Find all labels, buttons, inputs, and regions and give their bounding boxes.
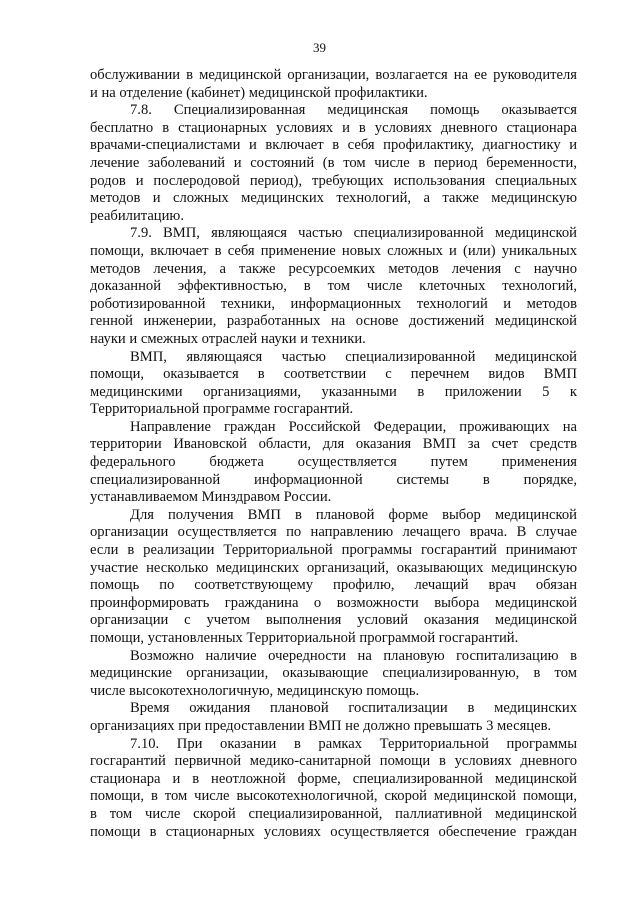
text-line: Направление граждан Российской Федерации, проживающих на	[130, 418, 577, 435]
text-line: стационара и в неотложной форме, специализированной медицинской	[90, 770, 577, 787]
text-line: лечение заболеваний и состояний (в том числе в период беременности,	[90, 154, 577, 171]
paragraph-continuation	[90, 67, 577, 102]
text-line: науки и смежных отраслей науки и техники.	[90, 330, 366, 347]
text-line: Для получения ВМП в плановой форме выбор медицинской	[130, 506, 577, 523]
paragraph-queue	[90, 648, 577, 701]
text-line: бесплатно в стационарных условиях и в условиях дневного стационара	[90, 119, 577, 136]
text-line: помощи в стационарных условиях осуществляется обеспечение граждан	[90, 823, 577, 840]
text-line: обслуживании в медицинской организации, возлагается на ее руководителя	[90, 67, 577, 83]
paragraph-referral	[90, 419, 577, 507]
page-number: 39	[313, 40, 326, 55]
text-line: специализированной информационной системы в порядке,	[90, 471, 577, 488]
paragraph-choice	[90, 507, 577, 648]
text-line: помощи, установленных Территориальной программой госгарантий.	[90, 630, 519, 646]
text-line: Территориальной программе госгарантий.	[90, 401, 354, 418]
text-line: проинформировать гражданина о возможности выбора медицинской	[90, 594, 577, 611]
text-line: числе высокотехнологичную, медицинскую помощь.	[90, 682, 420, 699]
text-line: помощь по соответствующему профилю, лечащий врач обязан	[90, 577, 577, 594]
text-line: помощи, в том числе высокотехнологичной, скорой медицинской помощи,	[90, 788, 577, 805]
paragraph-vmp-list	[90, 349, 577, 419]
text-line: методов и сложных медицинских технологий, а также медицинскую	[90, 190, 577, 207]
text-line: участие несколько медицинских организаций, оказывающих медицинскую	[90, 559, 577, 576]
paragraph-7-8	[90, 102, 577, 225]
text-line: ВМП, являющаяся частью специализированной медицинской	[130, 348, 577, 365]
text-line: помощи, включает в себя применение новых сложных и (или) уникальных	[90, 242, 577, 259]
text-line: устанавливаемом Минздравом России.	[90, 489, 332, 506]
text-line: и на отделение (кабинет) медицинской профилактики.	[90, 84, 428, 101]
text-line: 7.9. ВМП, являющаяся частью специализированной медицинской	[130, 225, 577, 242]
text-line: федерального бюджета осуществляется путем применения	[90, 454, 577, 471]
text-line: госгарантий первичной медико-санитарной помощи в условиях дневного	[90, 753, 577, 770]
text-line: организациях при предоставлении ВМП не должно превышать 3 месяцев.	[90, 717, 552, 734]
text-line: территории Ивановской области, для оказания ВМП за счет средств	[90, 436, 577, 453]
text-line: доказанной эффективностью, в том числе клеточных технологий,	[90, 278, 577, 295]
paragraph-waiting-time	[90, 700, 577, 735]
text-line: в том числе скорой специализированной, паллиативной медицинской	[90, 805, 577, 822]
text-line: генной инженерии, разработанных на основе достижений медицинской	[90, 313, 577, 330]
text-line: Время ожидания плановой госпитализации в медицинских	[130, 700, 577, 717]
text-line: если в реализации Территориальной программы госгарантий принимают	[90, 542, 577, 559]
text-line: роботизированной техники, информационных технологий и методов	[90, 295, 577, 312]
document-body	[90, 67, 577, 841]
text-line: медицинскими организациями, указанными в приложении 5 к	[90, 383, 577, 400]
text-line: реабилитацию.	[90, 207, 184, 224]
text-line: помощи, оказывается в соответствии с перечнем видов ВМП	[90, 366, 577, 383]
text-line: методов лечения, а также ресурсоемких методов лечения с научно	[90, 260, 577, 277]
text-line: Возможно наличие очередности на плановую госпитализацию в	[130, 647, 577, 664]
paragraph-7-9	[90, 225, 577, 348]
text-line: 7.10. При оказании в рамках Территориальной программы	[130, 735, 577, 752]
text-line: родов и послеродовой период), требующих использования специальных	[90, 172, 577, 189]
text-line: организации с учетом выполнения условий оказания медицинской	[90, 612, 577, 629]
text-line: организации осуществляется по направлению лечащего врача. В случае	[90, 524, 577, 541]
text-line: медицинские организации, оказывающие специализированную, в том	[90, 665, 577, 682]
text-line: 7.8. Специализированная медицинская помощь оказывается	[130, 102, 577, 119]
paragraph-7-10	[90, 736, 577, 842]
text-line: врачами-специалистами и включает в себя профилактику, диагностику и	[90, 137, 577, 154]
